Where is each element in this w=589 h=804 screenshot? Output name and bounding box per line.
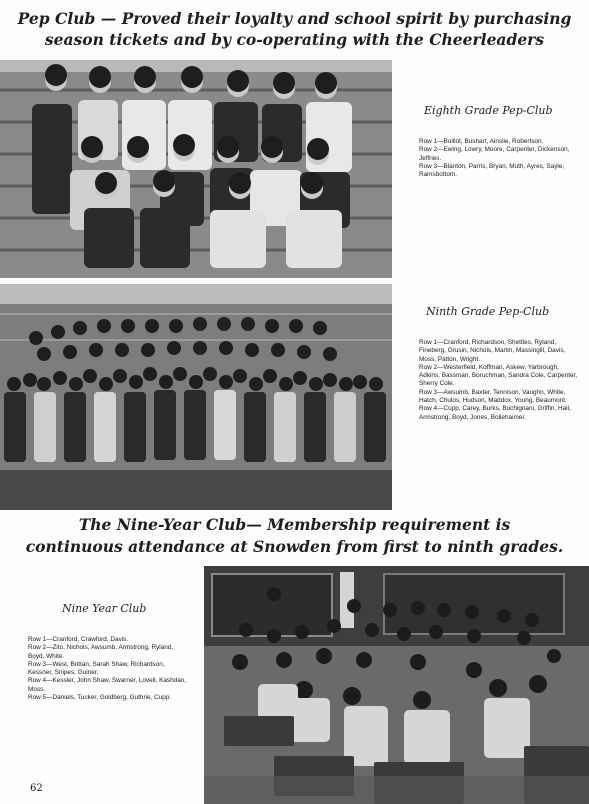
eighth-grade-roster (419, 138, 579, 179)
nine-year-club-title: Nine Year Club (62, 602, 147, 615)
eighth-grade-title: Eighth Grade Pep-Club (424, 104, 553, 117)
ninth-grade-roster (419, 339, 581, 422)
nine-year-club-headline-line1: The Nine-Year Club— Membership requirement is (78, 515, 511, 534)
roster-row: Row 2—Ewing, Lowry, Moore, Carpenter, Dickenson, Jeffries. (419, 146, 570, 162)
ninth-grade-pep-club-photo (0, 284, 392, 510)
roster-row: Row 1—Cranford, Crawford, Davis. (28, 636, 129, 643)
pep-club-headline (0, 8, 589, 50)
ninth-grade-title: Ninth Grade Pep-Club (426, 305, 550, 318)
roster-row: Row 2—Zito, Nichols, Awsumb, Armstrong, Ryland, Boyd, White. (28, 644, 174, 660)
pep-club-headline-line2: season tickets and by co-operating with the Cheerleaders (44, 30, 545, 49)
roster-row: Row 3—West, Brittan, Sarah Shaw, Richardson, Kessner, Snipes, Guiner. (28, 660, 165, 677)
nine-year-club-headline-line2: continuous attendance at Snowden from first to ninth grades. (25, 537, 564, 556)
nine-year-club-photo (204, 566, 589, 804)
roster-row: Row 3—Blanton, Parris, Bryan, Muth, Ayres, Sayle, Ramsbottom. (419, 162, 565, 179)
nine-year-club-roster (28, 636, 188, 702)
roster-row: Row 3—Awsumb, Baxter, Tennison, Vaughn, White, Hatch, Chulos, Hudson, Maddox, Young, Beaumont. (419, 388, 567, 405)
nine-year-club-headline (0, 514, 589, 558)
page-number: 62 (30, 783, 43, 794)
roster-row: Row 1—Cranford, Richardson, Shettles, Ryland, Fineberg, Grusin, Nichols, Martin, Massingill, Davis, Moss, Patton, Wright. (419, 339, 566, 363)
roster-row: Row 2—Westerfield, Koffman, Askew, Yarbrough, Adkins, Bassman, Boruchman, Sandra Cole, Carpenter, Sherry Cole. (419, 363, 578, 388)
pep-club-headline-line1: Pep Club — Proved their loyalty and school spirit by purchasing (17, 9, 572, 28)
roster-row: Row 4—Cupp, Carey, Burks, Buchignani, Griffin, Hall, Armstrong, Boyd, Jones, Bollehaimer. (419, 405, 571, 421)
eighth-grade-pep-club-photo (0, 60, 392, 278)
roster-row: Row 1—Boillot, Bushart, Ainslie, Robertson. (419, 138, 544, 145)
roster-row: Row 4—Kessler, John Shaw, Swarner, Lovell, Kashdan, Moss. (28, 677, 187, 693)
roster-row: Row 5—Daniels, Tucker, Goldberg, Guthrie, Cupp. (28, 694, 172, 702)
